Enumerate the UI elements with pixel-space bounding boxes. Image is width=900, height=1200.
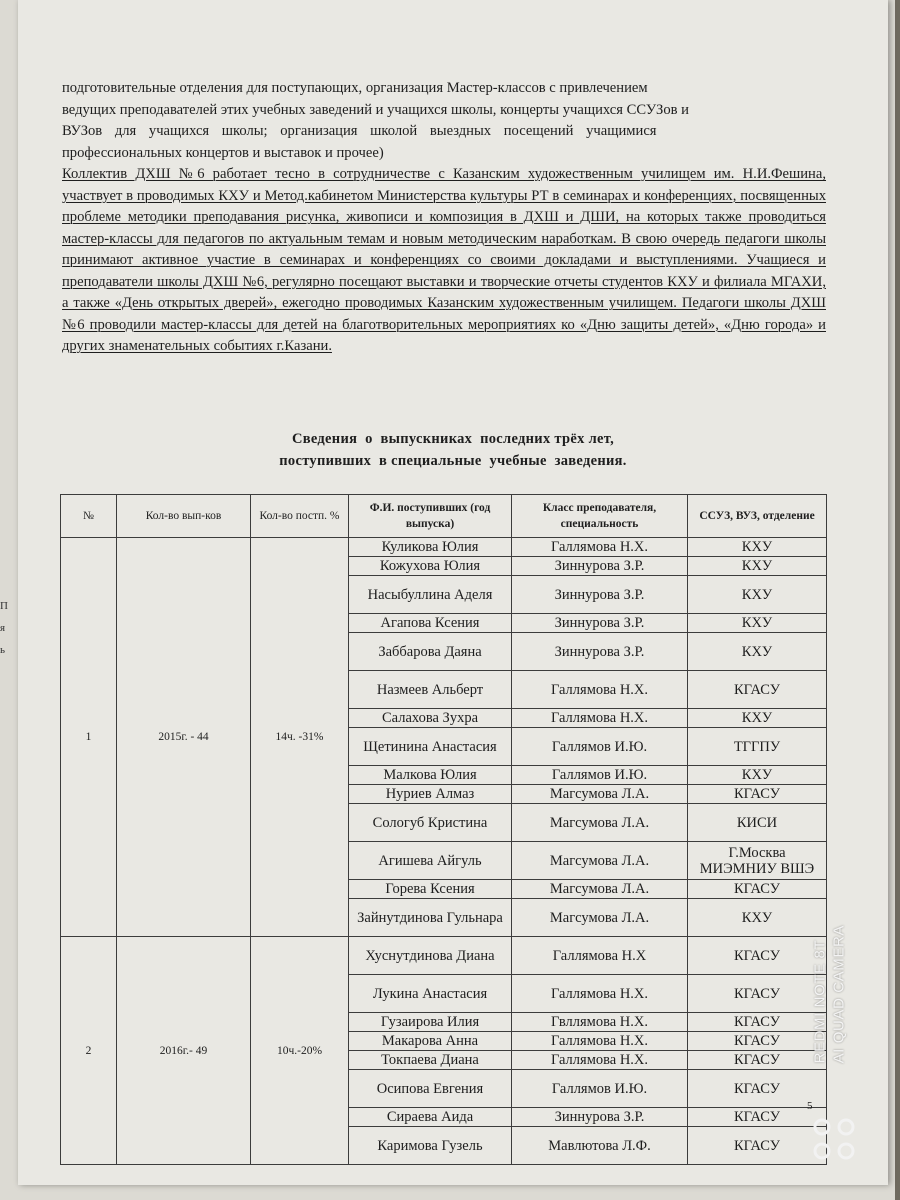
school-cell: ТГГПУ [688,728,827,766]
school-cell: КГАСУ [688,880,827,899]
teacher-cell: Магсумова Л.А. [512,842,688,880]
teacher-cell: Галлямов И.Ю. [512,728,688,766]
edge-mark: П [0,600,8,612]
name-cell: Гузаирова Илия [349,1013,512,1032]
school-cell: КГАСУ [688,1127,827,1165]
name-cell: Насыбуллина Аделя [349,576,512,614]
name-cell: Малкова Юлия [349,766,512,785]
teacher-cell: Галлямова Н.Х. [512,538,688,557]
table-row [61,937,827,975]
school-cell: КГАСУ [688,785,827,804]
teacher-cell: Гвллямова Н.Х. [512,1013,688,1032]
school-cell: КГАСУ [688,1070,827,1108]
teacher-cell: Зиннурова З.Р. [512,1108,688,1127]
group-percent-cell: 14ч. -31% [251,538,349,937]
school-cell: КХУ [688,538,827,557]
title-line-2: поступивших в специальные учебные заведения. [279,453,627,469]
name-cell: Салахова Зухра [349,709,512,728]
name-cell: Горева Ксения [349,880,512,899]
school-cell: КГАСУ [688,1051,827,1070]
name-cell: Сираева Аида [349,1108,512,1127]
school-cell: КХУ [688,576,827,614]
school-cell: Г.Москва МИЭМНИУ ВШЭ [688,842,827,880]
header-school: ССУЗ, ВУЗ, отделение [688,495,827,538]
name-cell: Назмеев Альберт [349,671,512,709]
school-cell: КХУ [688,633,827,671]
group-num-cell: 1 [61,538,117,937]
school-cell: КХУ [688,766,827,785]
header-count: Кол-во вып-ков [117,495,251,538]
name-cell: Сологуб Кристина [349,804,512,842]
camera-watermark [810,925,848,1063]
group-num-cell: 2 [61,937,117,1165]
teacher-cell: Галлямова Н.Х. [512,1032,688,1051]
name-cell: Макарова Анна [349,1032,512,1051]
name-cell: Каримова Гузель [349,1127,512,1165]
header-percent: Кол-во постп. % [251,495,349,538]
teacher-cell: Галлямова Н.Х. [512,975,688,1013]
school-cell: КИСИ [688,804,827,842]
school-cell: КХУ [688,614,827,633]
edge-mark: я [0,622,6,634]
group-count-cell: 2015г. - 44 [117,538,251,937]
paragraph-line: подготовительные отделения для поступающих, организация Мастер-классов с привлечением [62,80,648,96]
paragraph-line: ВУЗов для учащихся школы; организация школой выездных посещений учащимися [62,123,657,139]
paragraph-line: ведущих преподавателей этих учебных заведений и учащихся школы, концерты учащихся ССУЗов и [62,101,689,118]
school-cell: КГАСУ [688,1108,827,1127]
name-cell: Агишева Айгуль [349,842,512,880]
name-cell: Токпаева Диана [349,1051,512,1070]
name-cell: Щетинина Анастасия [349,728,512,766]
school-cell: КГАСУ [688,975,827,1013]
camera-logo-icon [810,1115,860,1165]
name-cell: Зайнутдинова Гульнара [349,899,512,937]
group-count-cell: 2016г.- 49 [117,937,251,1165]
group-percent-cell: 10ч.-20% [251,937,349,1165]
table-row [61,538,827,557]
header-teacher: Класс преподавателя, специальность [512,495,688,538]
school-cell: КХУ [688,557,827,576]
school-cell: КГАСУ [688,671,827,709]
teacher-cell: Галлямова Н.Х. [512,671,688,709]
school-cell: КГАСУ [688,1032,827,1051]
school-cell: КХУ [688,709,827,728]
name-cell: Нуриев Алмаз [349,785,512,804]
school-cell: КГАСУ [688,937,827,975]
teacher-cell: Зиннурова З.Р. [512,576,688,614]
teacher-cell: Магсумова Л.А. [512,899,688,937]
name-cell: Куликова Юлия [349,538,512,557]
title-line-1: Сведения о выпускниках последних трёх лет, [291,431,615,447]
name-cell: Осипова Евгения [349,1070,512,1108]
camera-model: REDMI NOTE 8T [811,939,828,1064]
name-cell: Кожухова Юлия [349,557,512,576]
teacher-cell: Зиннурова З.Р. [512,614,688,633]
teacher-cell: Зиннурова З.Р. [512,633,688,671]
header-name: Ф.И. поступивших (год выпуска) [349,495,512,538]
teacher-cell: Магсумова Л.А. [512,785,688,804]
body-paragraph [62,78,826,358]
name-cell: Агапова Ксения [349,614,512,633]
teacher-cell: Магсумова Л.А. [512,804,688,842]
name-cell: Заббарова Даяна [349,633,512,671]
school-cell: КГАСУ [688,1013,827,1032]
name-cell: Лукина Анастасия [349,975,512,1013]
section-title [18,428,888,472]
page-number: 5 [807,1100,813,1112]
teacher-cell: Галлямова Н.Х. [512,709,688,728]
teacher-cell: Галлямова Н.Х. [512,1051,688,1070]
underlined-paragraph: Коллектив ДХШ №6 работает тесно в сотрудничестве с Казанским художественным училищем им. Н.И.Фешина, участвует в проводимых КХУ и Метод.кабинетом Министерства культуры РТ в семинарах и конференциях, посвященных проблеме методики преподавания рисунка, живописи и композиция в ДХШ и ДШИ, на которых также проводиться мастер-классы для педагогов по актуальным темам и новым методическим наработкам. В свою очередь педагоги школы принимают активное участие в семинарах и конференциях со своими докладами и выступлениями. Учащиеся и преподаватели школы ДХШ №6, регулярно посещают выставки и творческие отчеты студентов КХУ и филиала МГАХИ, а также «День открытых дверей», ежегодно проводимых Казанским художественным училищем. Педагоги школы ДХШ №6 проводили мастер-классы для детей на благотворительных мероприятиях ко «Дню защиты детей», «Дню города» и других знаменательных событиях г.Казани. [62,166,826,354]
paragraph-line: профессиональных концертов и выставок и прочее) [62,144,384,161]
teacher-cell: Зиннурова З.Р. [512,557,688,576]
teacher-cell: Мавлютова Л.Ф. [512,1127,688,1165]
left-edge-marks [0,0,16,1200]
teacher-cell: Галлямов И.Ю. [512,766,688,785]
camera-type: AI QUAD CAMERA [830,925,847,1064]
school-cell: КХУ [688,899,827,937]
header-num: № [61,495,117,538]
teacher-cell: Магсумова Л.А. [512,880,688,899]
table-header-row [61,495,827,538]
name-cell: Хуснутдинова Диана [349,937,512,975]
teacher-cell: Галлямов И.Ю. [512,1070,688,1108]
teacher-cell: Галлямова Н.Х [512,937,688,975]
graduates-table [60,494,827,1165]
document-page [18,0,888,1185]
edge-mark: ь [0,644,6,656]
